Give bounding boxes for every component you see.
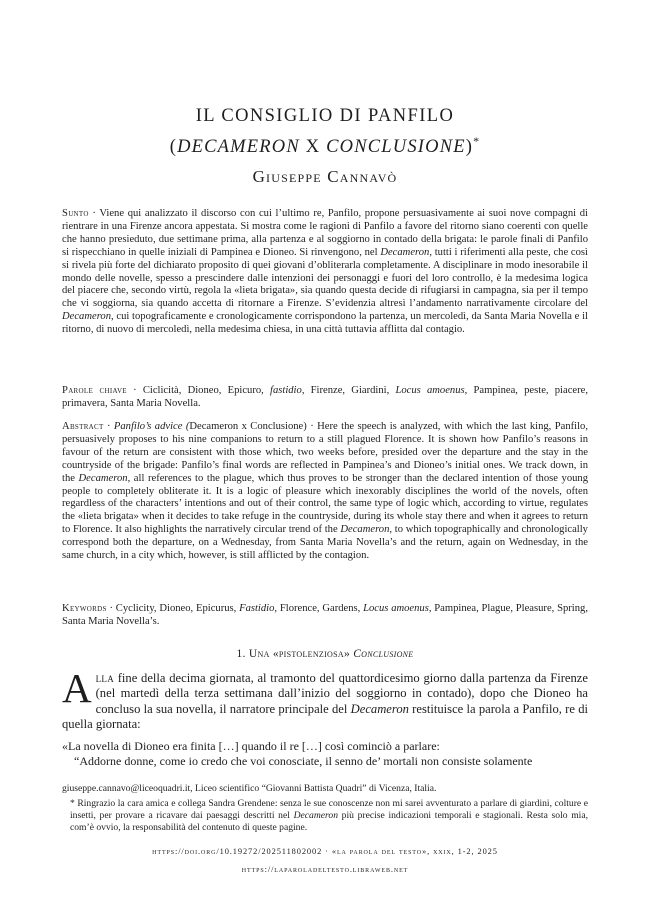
keywords-en-label: Keywords [62,603,107,614]
abstract-label: Abstract [62,421,104,432]
opening-smallcaps: lla [95,671,115,685]
article-title: IL CONSIGLIO DI PANFILO [195,106,455,126]
keywords-en-separator: · [106,603,116,614]
keywords-en-text-1: Cyclicity, Dioneo, Epicurus, [115,603,240,614]
abstract-text-3: , to which topographically and chronologically correspond both the departure, on a Wednesday, from Santa Maria Novella’s and the return, again on Wednesday, in the same church, in a city which, however, is still afflicted by the contagion. [62,524,588,562]
section-title-italic: Conclusione [353,648,414,660]
acknowledgement-text-2: più precise indicazioni temporali e stagionali. Resta solo mia, com’è ovvio, la responsabilità del contenuto di queste pagine. [70,810,588,833]
block-quote [62,739,588,768]
english-abstract [62,421,588,563]
english-keywords [62,603,588,629]
subtitle-close-paren: ) [465,137,474,158]
abstract-text-2: , all references to the plague, which thus proves to be stronger than the declared intention of those young people to completely obliterate it. It is a logic of pleasure which inexorably disciplines the world of the novels, often regardless of the characters’ intentions and out of their control, the same type of logic which, according to virtue, regulates the «lieta brigata» when it decides to take refuge in the countryside, during its whole stay there and when it agrees to return to Florence. It also highlights the narratively circular trend of the [62,472,589,536]
subtitle-open-paren: ( [169,137,178,158]
drop-cap: A [62,665,92,711]
keywords-it-text-2: , Firenze, Giardini, [301,385,396,396]
keywords-it-text-1: Ciclicità, Dioneo, Epicuro, [142,385,271,396]
abstract-italic-1: Decameron [78,472,128,484]
quote-line-1: «La novella di Dioneo era finita […] quando il re […] così cominciò a parlare: [62,739,440,753]
footnote-rule [62,772,588,773]
subtitle-number: X [299,137,327,158]
title-footnote-mark: * [473,134,481,148]
quote-line-2: “Addorne donne, come io credo che voi conosciate, il senno de’ mortali non consiste solamente [74,753,533,768]
abstract-title-italic: Panfilo’s advice ( [113,421,190,432]
keywords-it-text-3: , Pampinea, peste, piacere, primavera, Santa Maria Novella. [62,385,588,409]
keywords-it-italic-1: fastidio [270,385,302,396]
sunto-label: Sunto [62,208,89,219]
sunto-separator: · [88,208,100,219]
abstract-title-roman: Decameron x Conclusione [189,421,304,432]
section-number-title: 1. Una «pistolenziosa» [236,648,354,660]
keywords-it-separator: · [126,385,143,396]
keywords-en-text-3: , Pampinea, Plague, Pleasure, Spring, Santa Maria Novella’s. [62,603,588,627]
sunto-text-3: , cui topograficamente e cronologicamente corrispondono la partenza, un mercoledì, da Santa Maria Novella e il ritorno, di nuovo di mercoledì, nella medesima chiesa, in una città tuttavia afflitta dal contagio. [62,311,588,336]
footer-doi[interactable]: https://doi.org/10.19272/202511802002 · «la parola del testo», xxix, 1-2, 2025 [152,847,498,856]
sunto-text-2: , tutti i riferimenti alla peste, che così si rivela più forte del dichiarato proposito di quei giovani d’obliterarla completamente. A disciplinare in modo inesorabile il mondo delle novelle, spesso a prescindere dalle intenzioni dei personaggi e fuori del loro controllo, è la medesima logica del piacere che, secondo virtù, regola la «lieta brigata», sia quando questa decide di rifugiarsi in campagna, sia per il tempo che vi soggiorna, sia quando accetta di ritornare a Firenze. S’evidenzia altresì l’andamento narrativamente circolare del [62,246,588,310]
sunto-italic-1: Decameron [380,246,430,258]
subtitle-decameron: DECAMERON [177,137,300,158]
keywords-en-italic-1: Fastidio [239,603,275,614]
section-heading [0,648,650,660]
acknowledgement-text-1: Ringrazio la cara amica e collega Sandra Grendene: senza le sue conoscenze non mi sarei avventurato a parlare di giardini, colture e insetti, per provare a ricavare dai paesaggi descritti nel [70,798,588,821]
keywords-it-italic-2: Locus amoenus [395,385,465,396]
acknowledgement-footnote [62,798,588,834]
keywords-en-italic-2: Locus amoenus [363,603,429,614]
subtitle-conclusione: CONCLUSIONE [326,137,466,158]
sunto-italic-2: Decameron [62,311,112,323]
abstract-text-1: Here the speech is analyzed, with which the last king, Panfilo, persuasively proposes to his nine companions to return to a still plagued Florence. It is shown how Panfilo’s reasons in favour of the return are consistent with those which, two weeks before, presided over the departure and the stay in the countryside of the brigade: Panfilo’s final words are reflected in Pampinea’s and Dioneo’s initial ones. We track down, in the [62,421,588,484]
footer-website[interactable]: https://laparoladeltesto.libraweb.net [241,865,409,874]
abstract-italic-2: Decameron [340,524,390,536]
footnotes [62,783,588,837]
keywords-en-text-2: , Florence, Gardens, [274,603,364,614]
author-affiliation: giuseppe.cannavo@liceoquadri.it, Liceo scientifico “Giovanni Battista Quadri” di Vicenza, Italia. [62,783,437,794]
article-author: Giuseppe Cannavò [252,167,398,186]
keywords-it-label: Parole chiave [62,385,127,396]
abstract-separator-2: · [306,421,318,432]
body-text-2: restituisce la parola a Panfilo, re di quella giornata: [62,701,588,732]
body-italic-1: Decameron [350,701,409,716]
italian-summary [62,208,588,337]
abstract-title-close: ) [303,421,307,432]
italian-keywords [62,385,588,411]
body-text-1: fine della decima giornata, al tramonto del quattordicesimo giorno dalla partenza da Firenze (nel martedì della terza settimana dall’inizio del soggiorno in contado), dopo che Dioneo ha concluso la sua novella, il narratore principale del [95,671,588,716]
acknowledgement-mark: * [70,798,75,809]
article-subtitle [0,128,650,160]
sunto-text-1: Viene qui analizzato il discorso con cui l’ultimo re, Panfilo, propone persuasivamente ai suoi nove compagni di rientrare in una Firenze ancora appestata. Si mostra come le ragioni di Panfilo a favore del ritorno siano coerenti con quelle che hanno presieduto, due settimane prima, alla partenza e al soggiorno in contado della brigata: le parole finali di Panfilo si rispecchiano in quelle iniziali di Pampinea e Dioneo. Si rinvengono, nel [62,208,588,258]
abstract-separator: · [103,421,114,432]
body-paragraph [62,665,588,733]
acknowledgement-italic: Decameron [293,810,338,821]
